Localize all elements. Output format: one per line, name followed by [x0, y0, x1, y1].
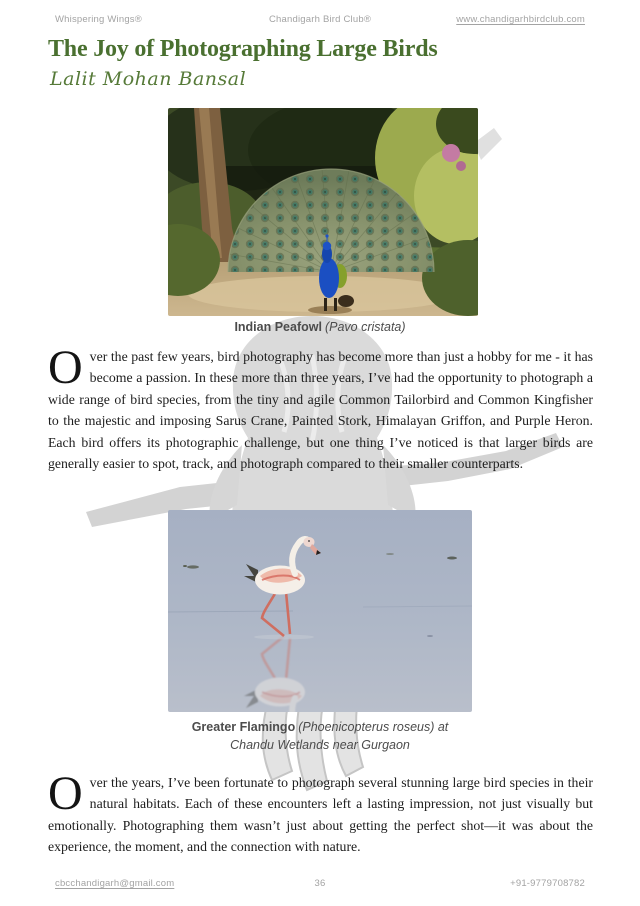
flamingo-photo [168, 510, 472, 712]
dropcap-2: O [48, 767, 83, 820]
paragraph-1 [48, 341, 593, 474]
paragraph-1-text: ver the past few years, bird photography has become more than just a hobby for me - it has become a passion. In these more than three years, I’ve had the opportunity to photograph a wide range of bird species, from the tiny and agile Common Tailorbird and Common Kingfisher to the majestic and imposing Sarus Crane, Painted Stork, Himalayan Griffon, and Purple Heron. Each bird offers its photographic challenge, but one thing I’ve noticed is that larger birds are generally easier to spot, track, and photograph compared to their smaller counterparts. [48, 349, 593, 472]
paragraph-2 [48, 767, 593, 858]
flamingo-photo-art [168, 510, 472, 712]
figure2-caption-line1 [0, 719, 640, 737]
article-title: The Joy of Photographing Large Birds [48, 36, 438, 62]
figure1-caption-sci: (Pavo cristata) [324, 320, 406, 334]
figure1-caption-name: Indian Peafowl [234, 320, 322, 334]
figure1-caption [0, 319, 640, 337]
figure2-caption-line2: Chandu Wetlands near Gurgaon [230, 737, 410, 752]
page-header [55, 14, 585, 25]
footer-email-link[interactable]: cbcchandigarh@gmail.com [55, 878, 175, 889]
dropcap-1: O [48, 341, 83, 394]
header-website-link[interactable]: www.chandigarhbirdclub.com [456, 14, 586, 25]
header-club: Chandigarh Bird Club® [268, 14, 372, 25]
footer-phone: +91-9779708782 [510, 878, 586, 889]
figure2-caption-sci: (Phoenicopterus roseus) at [298, 720, 449, 734]
peacock-photo [168, 108, 478, 316]
figure2-caption [0, 719, 640, 754]
paragraph-2-text: ver the years, I’ve been fortunate to photograph several stunning large bird species in their natural habitats. Each of these encounters left a lasting impression, not just visually but emotionally. Photographing them wasn’t just about getting the perfect shot—it was about the experience, the moment, and the connection with nature. [48, 775, 593, 855]
peacock-photo-art [168, 108, 478, 316]
figure2-caption-name: Greater Flamingo [191, 720, 296, 734]
article-author: Lalit Mohan Bansal [50, 68, 247, 90]
page-number: 36 [314, 878, 326, 889]
header-brand: Whispering Wings® [55, 14, 142, 25]
page-footer [55, 878, 585, 889]
